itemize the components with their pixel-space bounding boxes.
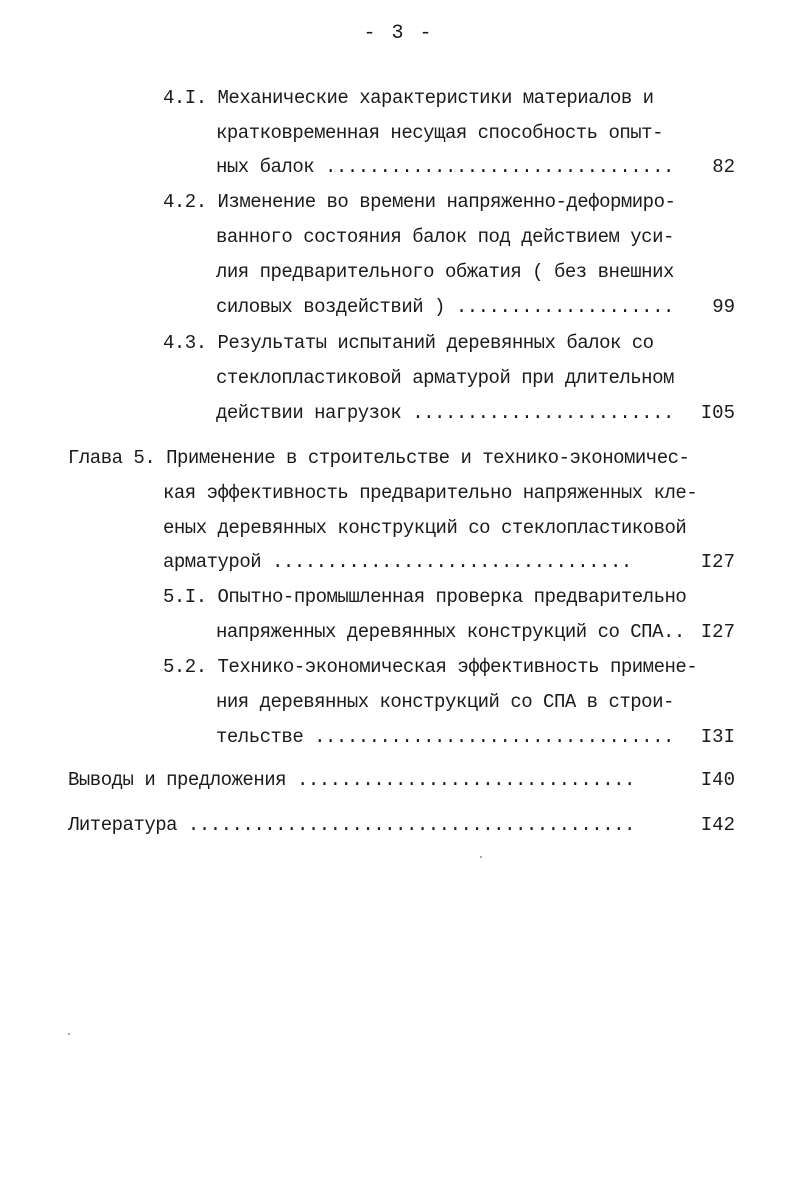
toc-entry-line: арматурой ................................. bbox=[163, 551, 632, 573]
toc-entry-line: Литература ......................................... bbox=[68, 814, 635, 836]
toc-page-number: I05 bbox=[700, 402, 735, 424]
toc-entry-line: 4.3. Результаты испытаний деревянных балок со bbox=[163, 332, 654, 354]
toc-entry-line: силовых воздействий ) .................... bbox=[216, 296, 674, 318]
toc-entry-line: ванного состояния балок под действием уси- bbox=[216, 226, 674, 248]
toc-entry-line: 5.I. Опытно-промышленная проверка предварительно bbox=[163, 586, 687, 608]
toc-entry-line: напряженных деревянных конструкций со СПА.. bbox=[216, 621, 685, 643]
toc-entry-line: 4.I. Механические характеристики материалов и bbox=[163, 87, 654, 109]
toc-entry-line: ных балок ................................ bbox=[216, 156, 674, 178]
toc-page-number: I27 bbox=[700, 551, 735, 573]
toc-page-number: 82 bbox=[712, 156, 735, 178]
toc-page-number: I42 bbox=[700, 814, 735, 836]
toc-entry-line: лия предварительного обжатия ( без внешних bbox=[216, 261, 674, 283]
toc-entry-line: кая эффективность предварительно напряженных кле- bbox=[163, 482, 698, 504]
toc-entry-line: тельстве ................................. bbox=[216, 726, 674, 748]
toc-entry-line: Глава 5. Применение в строительстве и технико-экономичес- bbox=[68, 447, 690, 469]
toc-entry-line: кратковременная несущая способность опыт- bbox=[216, 122, 663, 144]
toc-entry-line: действии нагрузок ........................ bbox=[216, 402, 674, 424]
toc-page-number: I27 bbox=[700, 621, 735, 643]
toc-entry-line: Выводы и предложения ............................... bbox=[68, 769, 635, 791]
toc-entry-line: стеклопластиковой арматурой при длительном bbox=[216, 367, 674, 389]
toc-page-number: I40 bbox=[700, 769, 735, 791]
toc-entry-line: еных деревянных конструкций со стеклопластиковой bbox=[163, 517, 687, 539]
toc-page-number: 99 bbox=[712, 296, 735, 318]
toc-page-number: I3I bbox=[700, 726, 735, 748]
toc-entry-line: 4.2. Изменение во времени напряженно-деформиро- bbox=[163, 191, 676, 213]
page-number: - 3 - bbox=[363, 22, 434, 45]
scan-speck bbox=[480, 856, 482, 858]
toc-entry-line: 5.2. Технико-экономическая эффективность примене- bbox=[163, 656, 698, 678]
scan-speck bbox=[68, 1033, 70, 1035]
toc-entry-line: ния деревянных конструкций со СПА в строи- bbox=[216, 691, 674, 713]
